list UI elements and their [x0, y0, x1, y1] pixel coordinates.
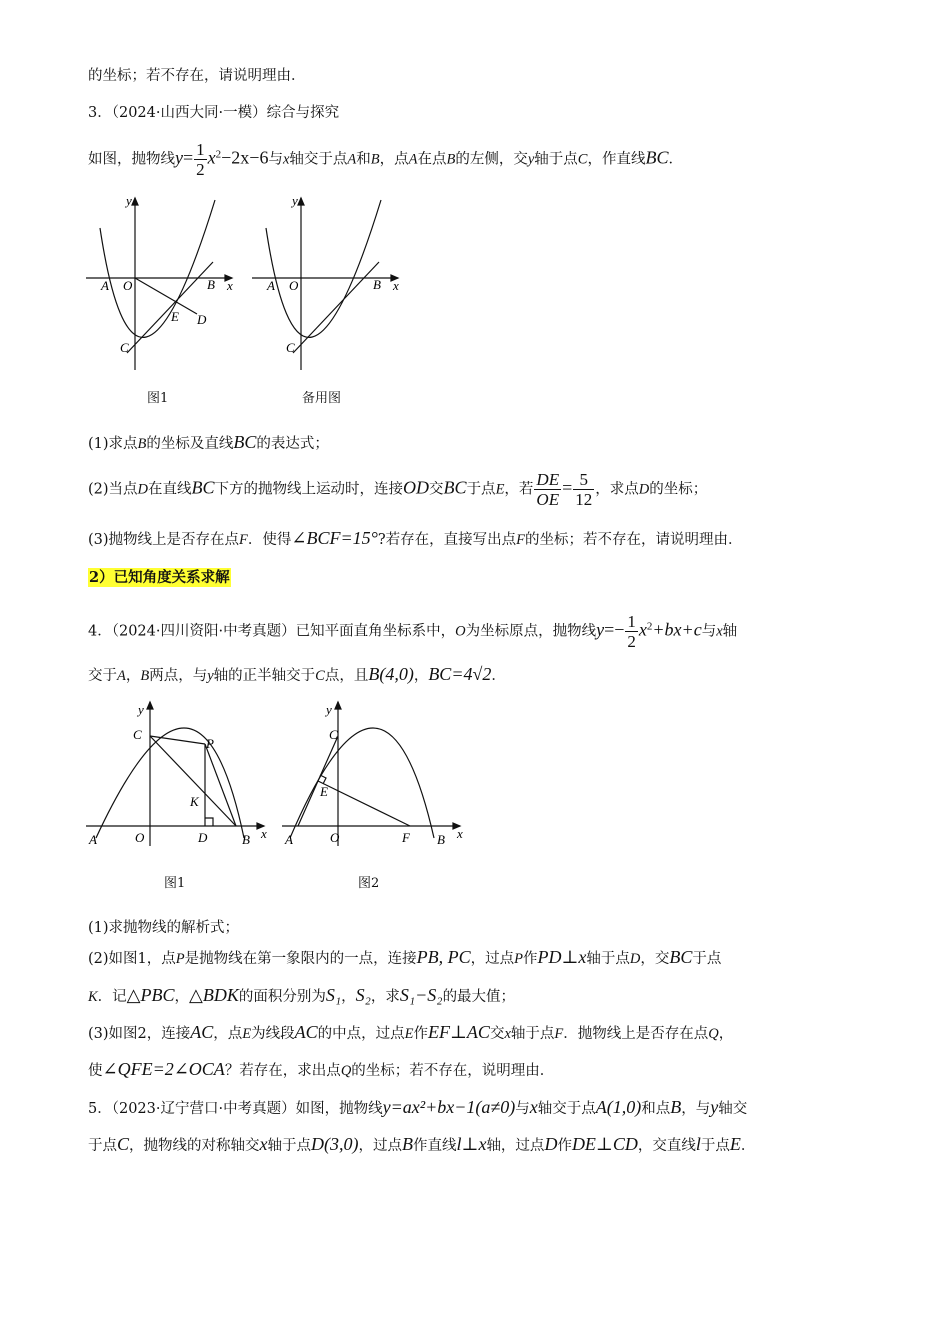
problem-4-intro: 4．（2024·四川资阳·中考真题）已知平面直角坐标系中，O为坐标原点，抛物线y=− $\frac{1}{2}$ $x^2+bx+c$与x轴 — [88, 612, 738, 651]
point-d-label: D — [198, 830, 208, 845]
x-axis-label: x — [393, 278, 399, 293]
y-axis-label: y — [138, 702, 144, 717]
x-axis-label: x — [227, 278, 233, 293]
y-axis-label: y — [292, 193, 298, 208]
section-heading: 2）已知角度关系求解 — [89, 569, 230, 586]
fraction: $\frac{1}{2}$ — [196, 140, 205, 179]
x-axis-label: x — [261, 826, 267, 841]
point-e-label: E — [171, 309, 179, 324]
x-axis-label: x — [457, 826, 463, 841]
point-e-label: E — [320, 784, 328, 799]
problem-5-intro-cont: 于点C，抛物线的对称轴交x轴于点D(3,0)，过点B作直线l⊥x轴，过点D作DE⊥CD，交直线l于点E． — [88, 1134, 756, 1154]
point-c-label: C — [133, 727, 142, 742]
problem-5-intro: 5．（2023·辽宁营口·中考真题）如图，抛物线y=ax²+bx−1(a≠0)与x轴交于点A(1,0)和点B，与y轴交 — [88, 1097, 748, 1117]
origin-label: O — [289, 278, 299, 293]
p3-figure-2-caption: 备用图 — [302, 391, 342, 406]
p3-figure-1 — [82, 190, 247, 375]
point-k-label: K — [190, 794, 199, 809]
problem-4-intro-cont: 交于A，B两点，与y轴的正半轴交于C点，且B(4,0)，BC=4√2． — [88, 664, 506, 684]
fraction: $\frac{5}{12}$ — [575, 470, 593, 509]
p3-figure-2 — [248, 190, 413, 375]
p4-figure-1 — [84, 698, 274, 858]
point-c-label: C — [329, 727, 338, 742]
point-a-label: A — [267, 278, 275, 293]
y-axis-label: y — [126, 193, 132, 208]
p4-figure-1-caption: 图1 — [164, 876, 186, 891]
point-b-label: B — [437, 832, 445, 847]
problem-3-q3: (3)抛物线上是否存在点F．使得∠BCF=15°?若存在，直接写出点F的坐标；若不存在，请说明理由． — [88, 528, 743, 548]
point-d-label: D — [197, 312, 207, 327]
p4-figure-2 — [280, 698, 470, 858]
origin-label: O — [123, 278, 133, 293]
origin-label: O — [135, 830, 145, 845]
fraction: $\frac{DE}{OE}$ — [536, 470, 560, 509]
point-f-label: F — [402, 830, 410, 845]
point-c-label: C — [286, 340, 295, 355]
fraction: $\frac{1}{2}$ — [627, 612, 636, 651]
point-c-label: C — [120, 340, 129, 355]
point-b-label: B — [207, 277, 215, 292]
point-b-label: B — [373, 277, 381, 292]
y-axis-label: y — [326, 702, 332, 717]
point-a-label: A — [89, 832, 97, 847]
problem-4-q1: (1)求抛物线的解析式； — [88, 920, 240, 936]
point-a-label: A — [285, 832, 293, 847]
problem-3-q1: (1)求点B的坐标及直线BC的表达式； — [88, 432, 329, 452]
problem-3-header: 3．（2024·山西大同·一模）综合与探究 — [88, 105, 340, 121]
point-a-label: A — [101, 278, 109, 293]
problem-4-q3-cont: 使∠QFE=2∠OCA？若存在，求出点Q的坐标；若不存在，说明理由． — [88, 1059, 555, 1079]
origin-label: O — [330, 830, 340, 845]
p4-figure-2-caption: 图2 — [358, 876, 380, 891]
point-b-label: B — [242, 832, 250, 847]
point-p-label: P — [206, 736, 214, 751]
problem-4-q3: (3)如图2，连接AC，点E为线段AC的中点，过点E作EF⊥AC交x轴于点F．抛物线上是否存在点Q， — [88, 1022, 734, 1042]
problem-3-intro: 如图，抛物线y= $\frac{1}{2}$ $x^2-2x-6$与x轴交于点A和B，点A在点B的左侧，交y轴于点C，作直线BC． — [88, 140, 683, 179]
p3-figure-1-caption: 图1 — [147, 391, 169, 406]
continued-text: 的坐标；若不存在，请说明理由． — [88, 68, 306, 84]
problem-3-q2: (2)当点D在直线BC下方的抛物线上运动时，连接OD交BC于点E，若 $\frac{DE}{OE}$ = $\frac{5}{12}$ ，求点D的坐标； — [88, 470, 708, 509]
problem-4-q2: (2)如图1，点P是抛物线在第一象限内的一点，连接PB, PC，过点P作PD⊥x轴于点D，交BC于点 — [88, 947, 722, 967]
problem-4-q2-cont: K．记△PBC，△BDK的面积分别为S₁，S₂，求S₁−S₂的最大值； — [88, 985, 516, 1005]
